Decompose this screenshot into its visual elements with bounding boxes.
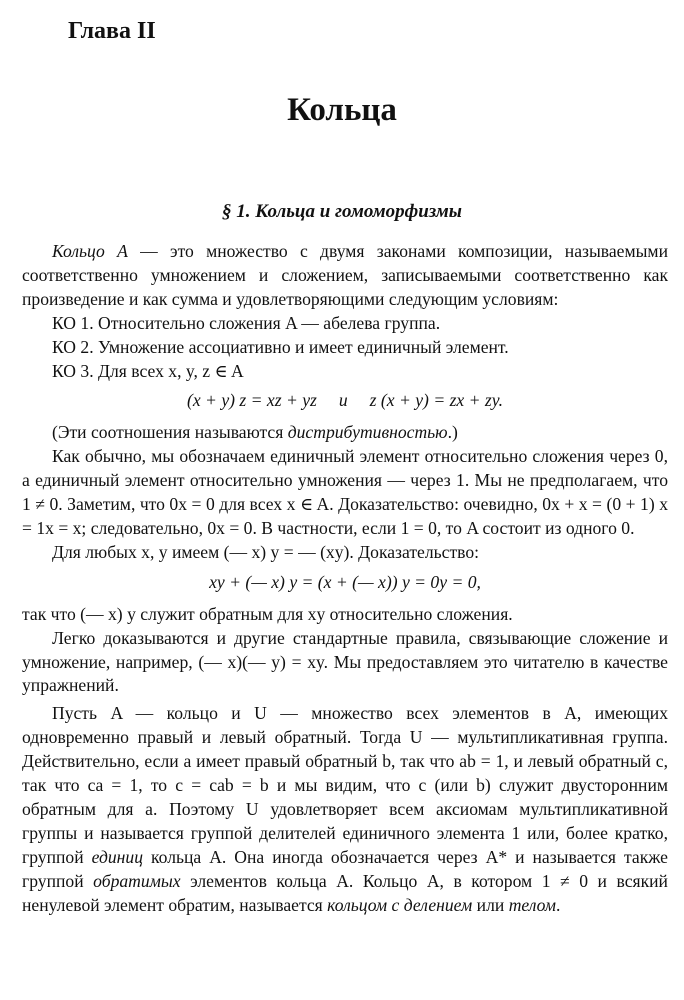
negation-formula: xy + (— x) y = (x + (— x)) y = 0y = 0,: [209, 571, 481, 592]
axiom-ko2: КО 2. Умножение ассоциативно и имеет единичный элемент.: [52, 336, 509, 357]
chapter-title: Кольца: [287, 92, 397, 128]
term-division-ring: кольцом с делением: [327, 894, 473, 915]
text-part: .: [556, 894, 561, 915]
paragraph-additive-inverse: так что (— x) y служит обратным для xy относительно сложения.: [22, 603, 513, 624]
paragraph-identity-elements: Как обычно, мы обозначаем единичный элемент относительно сложения через 0, а единичный элемент относительно умножения — через 1. Мы не предполагаем, что 1 ≠ 0. Заметим, что 0x = 0 для всех x ∈ A. Доказательство: очевидно, 0x + x = (0 + 1) x = 1x = x; следовательно, 0x = 0. В частности, если 1 = 0, то A состоит из одного 0.: [22, 446, 668, 538]
axiom-ko1: КО 1. Относительно сложения A — абелева группа.: [52, 312, 441, 333]
text-part: (Эти соотношения называются: [52, 422, 288, 443]
text-part: .): [447, 422, 458, 443]
paragraph-ring-definition: [22, 240, 668, 312]
definition-text: — это множество с двумя законами композиции, называемыми соответственно умножением и сложением, записываемыми соответственно как произведение и как сумма и удовлетворяющими следующим условиям:: [22, 241, 668, 309]
section-heading: § 1. Кольца и гомоморфизмы: [222, 201, 462, 222]
chapter-heading: Глава II: [68, 18, 156, 44]
term-distributivity: дистрибутивностью: [287, 422, 448, 443]
text-part: элементов кольца A. Кольцо A, в котором 1 ≠ 0 и всякий ненулевой элемент обратим, называется: [22, 870, 668, 915]
body-text: [22, 240, 668, 917]
distributivity-formula: (x + y) z = xz + yz и z (x + y) = zx + zy.: [186, 390, 503, 411]
paragraph-units-group: [22, 702, 668, 917]
term-invertible: обратимых: [93, 870, 181, 891]
text-part: Пусть A — кольцо и U — множество всех элементов в A, имеющих одновременно правый и левый обратный. Тогда U — мультипликативная группа. Действительно, если a имеет правый обратный b, так что ab = 1, и левый обратный c, так что ca = 1, то c = cab = b и мы видим, что c (или b) служит двусторонним обратным для a. Поэтому U удовлетворяет всем аксиомам мультипликативной группы и называется группой делителей единичного элемента 1 или, более кратко, группой: [22, 703, 668, 867]
axiom-ko3: КО 3. Для всех x, y, z ∈ A: [52, 360, 244, 381]
paragraph-negation: Для любых x, y имеем (— x) y = — (xy). Доказательство:: [52, 541, 480, 562]
paragraph-distributivity: [22, 421, 668, 445]
term-ring: Кольцо A: [52, 241, 128, 261]
text-part: или: [472, 894, 509, 915]
text-part: кольца A. Она иногда обозначается через A* и называется также группой: [22, 846, 668, 891]
paragraph-standard-rules: Легко доказываются и другие стандартные правила, связывающие сложение и умножение, например, (— x)(— y) = xy. Мы предоставляем это читателю в качестве упражнений.: [22, 627, 668, 696]
term-skew-field: телом: [508, 894, 557, 915]
term-units: единиц: [91, 846, 143, 867]
